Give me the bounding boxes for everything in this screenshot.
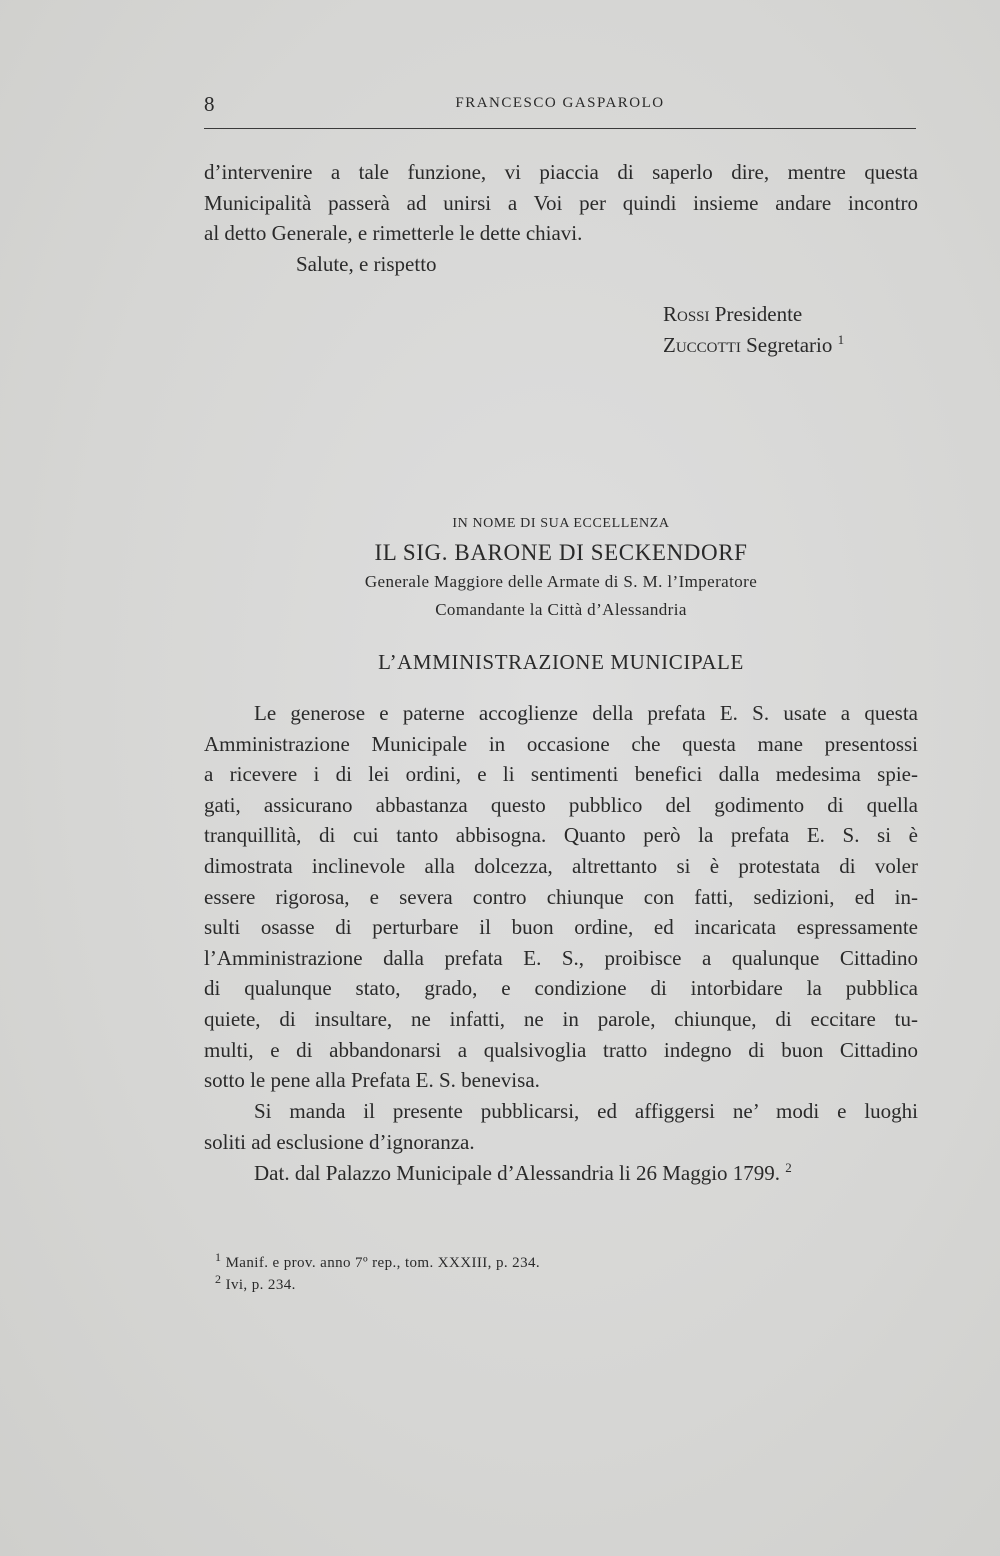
notice-heading-name: IL SIG. BARONE DI SECKENDORF — [374, 540, 748, 565]
signature-secretary — [663, 330, 844, 361]
text-line: di qualunque stato, grado, e condizione di intorbidare la pubblica — [204, 976, 918, 1001]
page-header — [204, 92, 916, 122]
body-paragraph-2-end — [204, 1127, 918, 1188]
text-line: essere rigorosa, e severa contro chiunque con fatti, sedizioni, ed in- — [204, 884, 918, 909]
letter-closing: Salute, e rispetto — [296, 251, 437, 276]
running-head: FRANCESCO GASPAROLO — [455, 95, 665, 111]
page-number: 8 — [204, 92, 215, 116]
letter-text-last — [204, 218, 918, 279]
text-line: Municipalità passerà ad unirsi a Voi per quindi insieme andare incontro — [204, 190, 918, 215]
notice-heading-rank: Generale Maggiore delle Armate di S. M. l’Imperatore — [364, 572, 758, 591]
dateline — [204, 1158, 918, 1189]
text-line: dimostrata inclinevole alla dolcezza, altrettanto si è protestata di voler — [204, 853, 918, 878]
body-paragraph-2 — [204, 1096, 918, 1127]
letter-text — [204, 157, 918, 218]
footnote-text: Ivi, p. 234. — [225, 1277, 296, 1293]
signature-name: Rossi — [663, 302, 710, 326]
text-line: sulti osasse di perturbare il buon ordine, ed incaricata espressamente — [204, 915, 918, 940]
body-paragraph-1 — [204, 698, 918, 1065]
text-line: Le generose e paterne accoglienze della prefata E. S. usate a questa — [254, 701, 918, 725]
notice-heading-line: IN NOME DI SUA ECCELLENZA — [452, 516, 670, 531]
text-line: al detto Generale, e rimetterle le dette chiavi. — [204, 221, 583, 245]
text-line: Si manda il presente pubblicarsi, ed affiggersi ne’ modi e luoghi — [254, 1099, 918, 1123]
footnote-number: 2 — [215, 1272, 222, 1286]
notice-heading-command: Comandante la Città d’Alessandria — [435, 600, 687, 619]
text-line: soliti ad esclusione d’ignoranza. — [204, 1130, 475, 1154]
text-line: sotto le pene alla Prefata E. S. benevisa. — [204, 1068, 540, 1092]
footnotes — [215, 1252, 540, 1296]
footnote-number: 1 — [215, 1250, 222, 1264]
text-line: l’Amministrazione dalla prefata E. S., proibisce a qualunque Cittadino — [204, 945, 918, 970]
signature-president — [663, 299, 802, 330]
text-line: d’intervenire a tale funzione, vi piaccia di saperlo dire, mentre questa — [204, 160, 918, 184]
text-line: gati, assicurano abbastanza questo pubblico del godimento di quella — [204, 792, 918, 817]
footnote — [215, 1274, 540, 1296]
text-line: a ricevere i di lei ordini, e li sentimenti benefici dalla medesima spie- — [204, 762, 918, 787]
text-line: multi, e di abbandonarsi a qualsivoglia tratto indegno di buon Cittadino — [204, 1037, 918, 1062]
footnote-marker: 1 — [837, 332, 845, 347]
notice-heading-administration: L’AMMINISTRAZIONE MUNICIPALE — [378, 650, 744, 674]
text-line: tranquillità, di cui tanto abbisogna. Quanto però la prefata E. S. si è — [204, 823, 918, 848]
body-paragraph-1-end — [204, 1065, 918, 1096]
text-line: quiete, di insultare, ne infatti, ne in parole, chiunque, di eccitare tu- — [204, 1006, 918, 1031]
footnote-text: Manif. e prov. anno 7º rep., tom. XXXIII, p. 234. — [225, 1255, 541, 1271]
text-line: Amministrazione Municipale in occasione che questa mane presentossi — [204, 731, 918, 756]
footnote — [215, 1252, 540, 1274]
footnote-marker: 2 — [785, 1159, 792, 1175]
signature-title: Presidente — [714, 302, 803, 326]
signature-name: Zuccotti — [663, 333, 741, 357]
header-rule — [204, 128, 916, 129]
dateline-text: Dat. dal Palazzo Municipale d’Alessandria li 26 Maggio 1799. — [254, 1160, 781, 1185]
signature-title: Segretario — [746, 333, 833, 357]
